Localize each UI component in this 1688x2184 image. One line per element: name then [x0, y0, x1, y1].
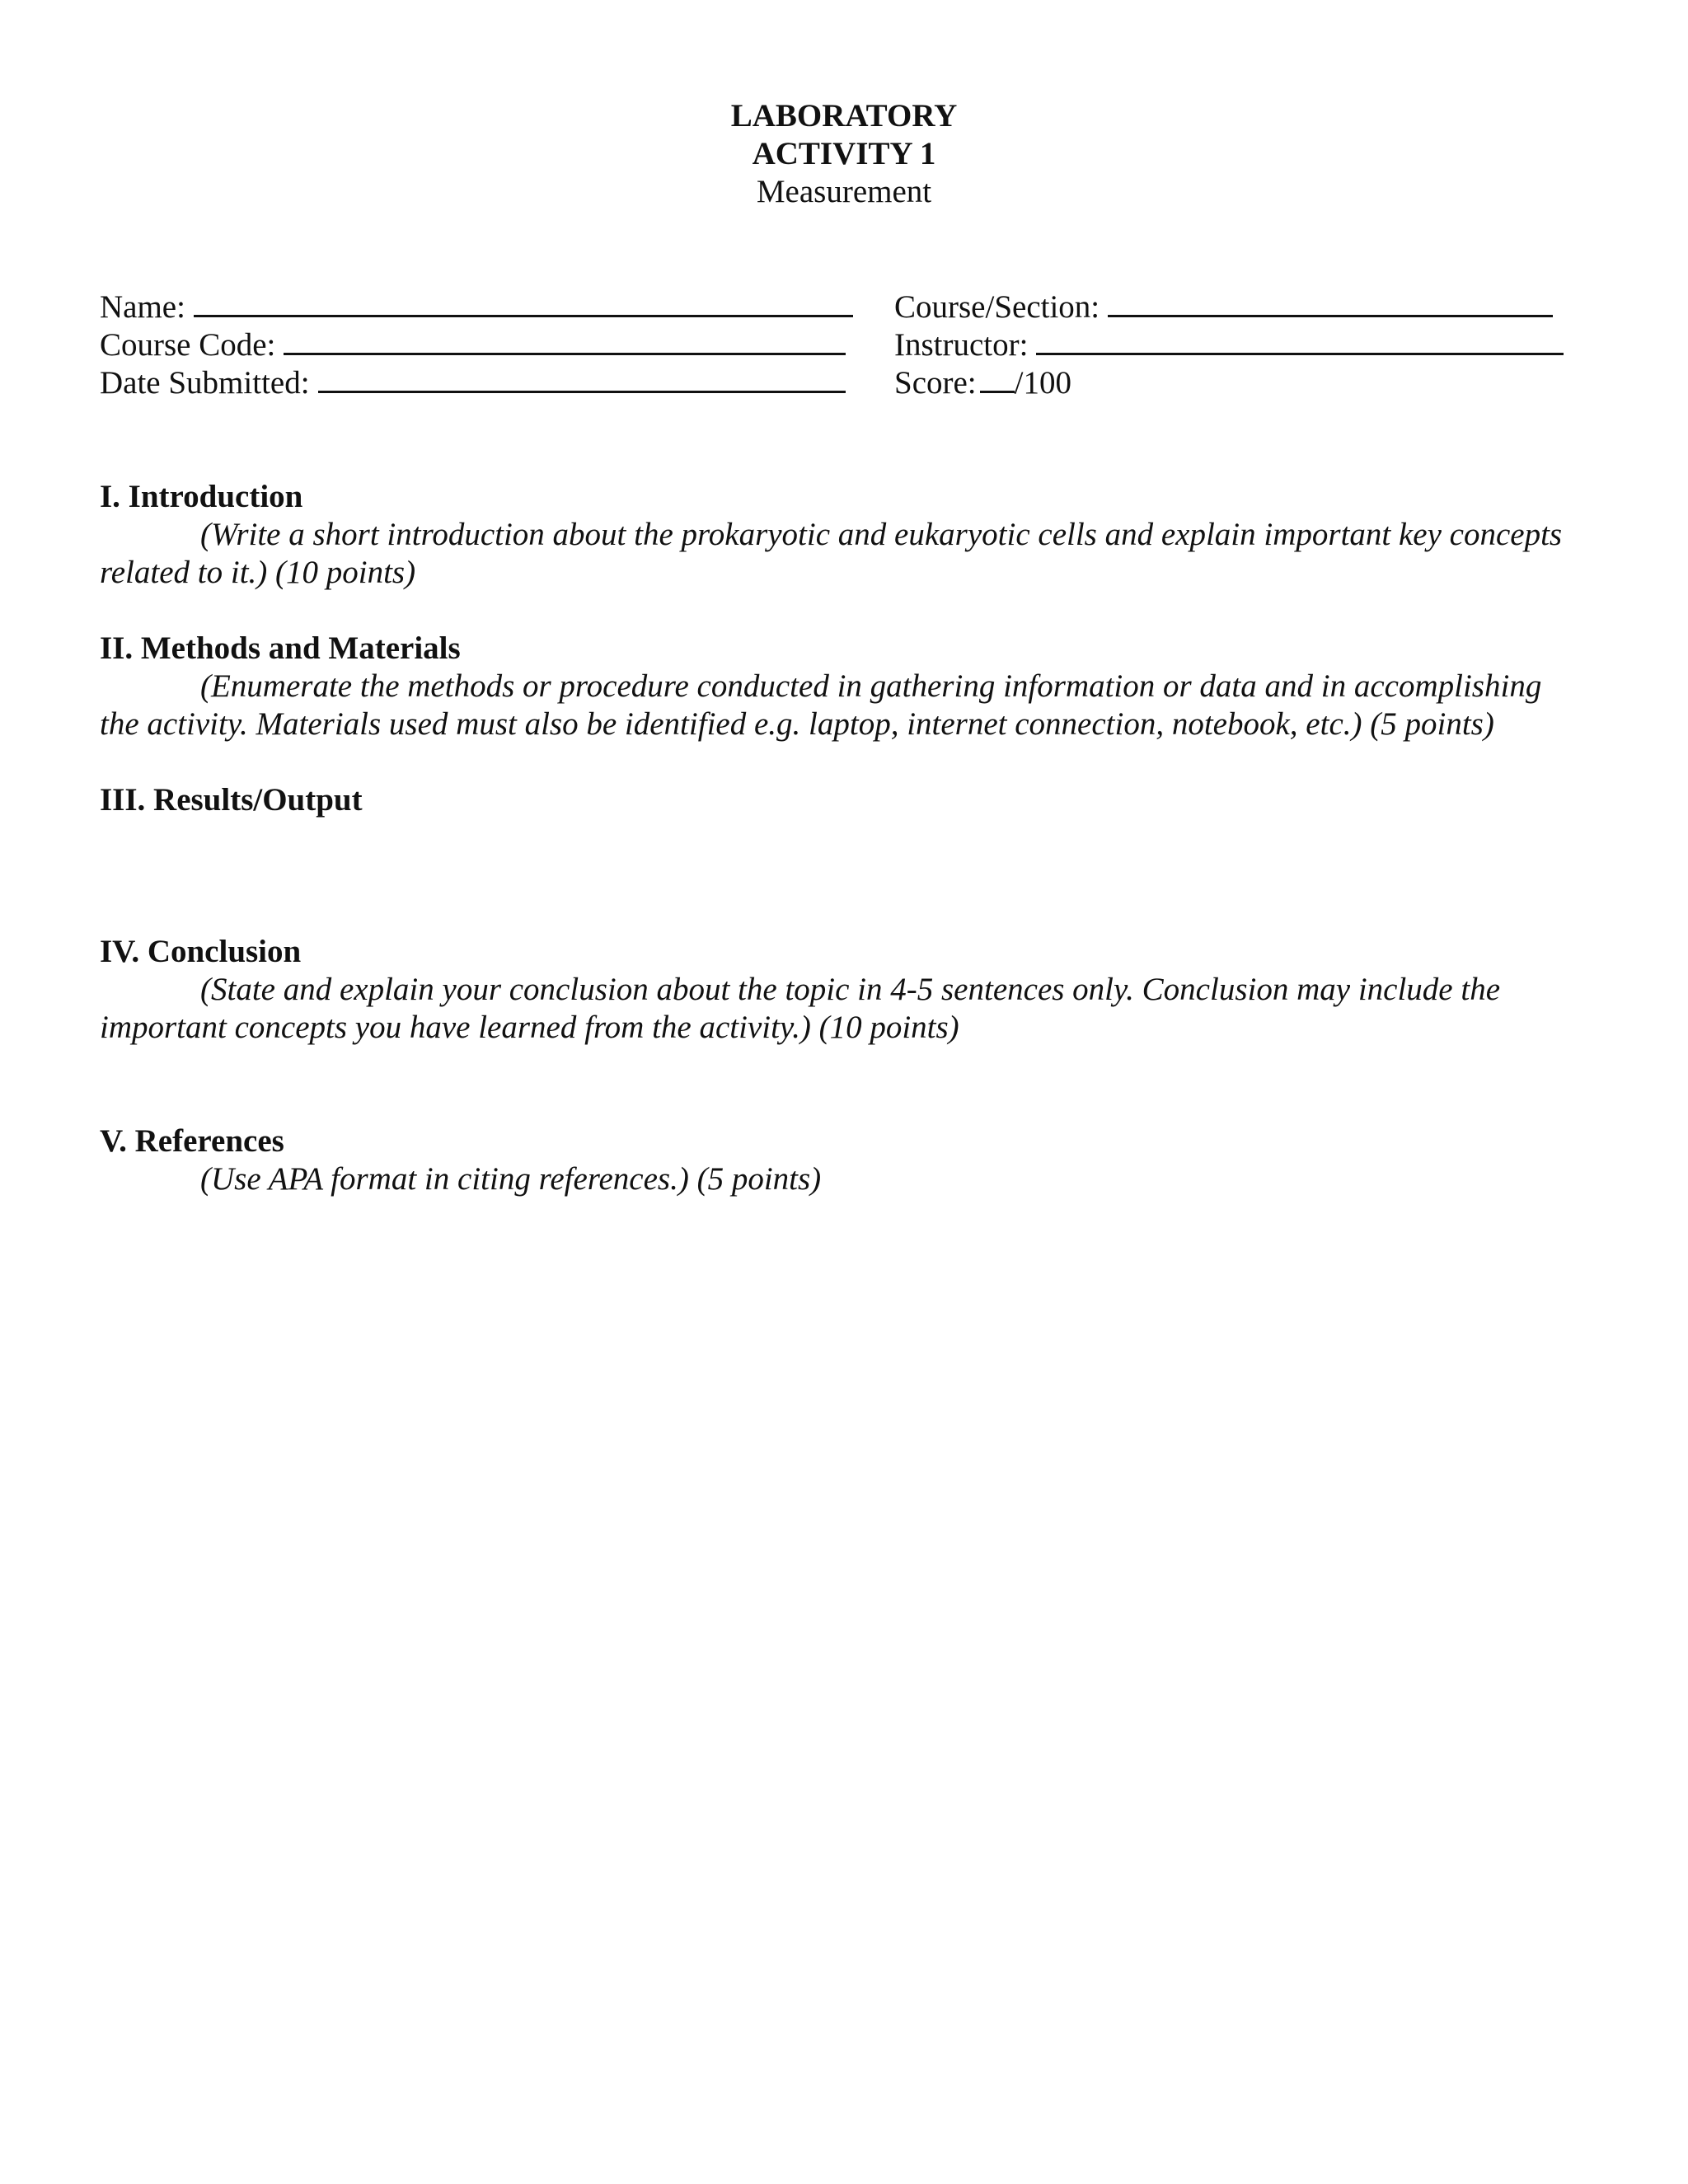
methods-instructions: (Enumerate the methods or procedure conducted in gathering information or data and in accomplishing the activity. Materials used must also be identified e.g. laptop, internet connection, notebook, etc.) (5 points) — [100, 668, 1542, 742]
date-submitted-label: Date Submitted: — [100, 365, 310, 401]
course-section-label: Course/Section: — [894, 289, 1100, 325]
course-code-field[interactable] — [284, 325, 846, 355]
conclusion-heading: IV. Conclusion — [100, 934, 302, 969]
student-info-right — [894, 287, 1564, 401]
course-section-field[interactable] — [1108, 287, 1553, 317]
section-references — [100, 1122, 1588, 1198]
instructor-field[interactable] — [1036, 325, 1564, 355]
instructor-label: Instructor: — [894, 327, 1029, 363]
results-heading: III. Results/Output — [100, 782, 363, 818]
student-info-left — [100, 287, 853, 401]
date-submitted-field[interactable] — [318, 363, 846, 393]
references-instructions: (Use APA format in citing references.) (5 points) — [200, 1161, 822, 1197]
course-section-row — [894, 287, 1564, 325]
title-block — [0, 97, 1688, 211]
instructor-row — [894, 325, 1564, 363]
score-field[interactable] — [980, 363, 1015, 393]
score-row — [894, 363, 1564, 401]
section-introduction — [100, 478, 1588, 592]
name-label: Name: — [100, 289, 185, 325]
document-subtitle: Measurement — [756, 174, 932, 209]
section-methods — [100, 630, 1588, 743]
score-label: Score: — [894, 365, 977, 401]
name-row — [100, 287, 853, 325]
introduction-heading: I. Introduction — [100, 479, 303, 514]
course-code-row — [100, 325, 853, 363]
section-conclusion — [100, 933, 1588, 1047]
name-field[interactable] — [194, 287, 853, 317]
date-submitted-row — [100, 363, 853, 401]
course-code-label: Course Code: — [100, 327, 276, 363]
references-heading: V. References — [100, 1123, 284, 1159]
document-title-line-2: ACTIVITY 1 — [752, 136, 936, 171]
introduction-instructions: (Write a short introduction about the prokaryotic and eukaryotic cells and explain important key concepts related to it.) (10 points) — [100, 517, 1563, 590]
section-results — [100, 781, 1588, 819]
document-title-line-1: LABORATORY — [730, 98, 958, 134]
conclusion-instructions: (State and explain your conclusion about the topic in 4-5 sentences only. Conclusion may include the important concepts you have learned from the activity.) (10 points) — [100, 972, 1501, 1045]
score-total: /100 — [1014, 365, 1071, 401]
methods-heading: II. Methods and Materials — [100, 630, 461, 666]
